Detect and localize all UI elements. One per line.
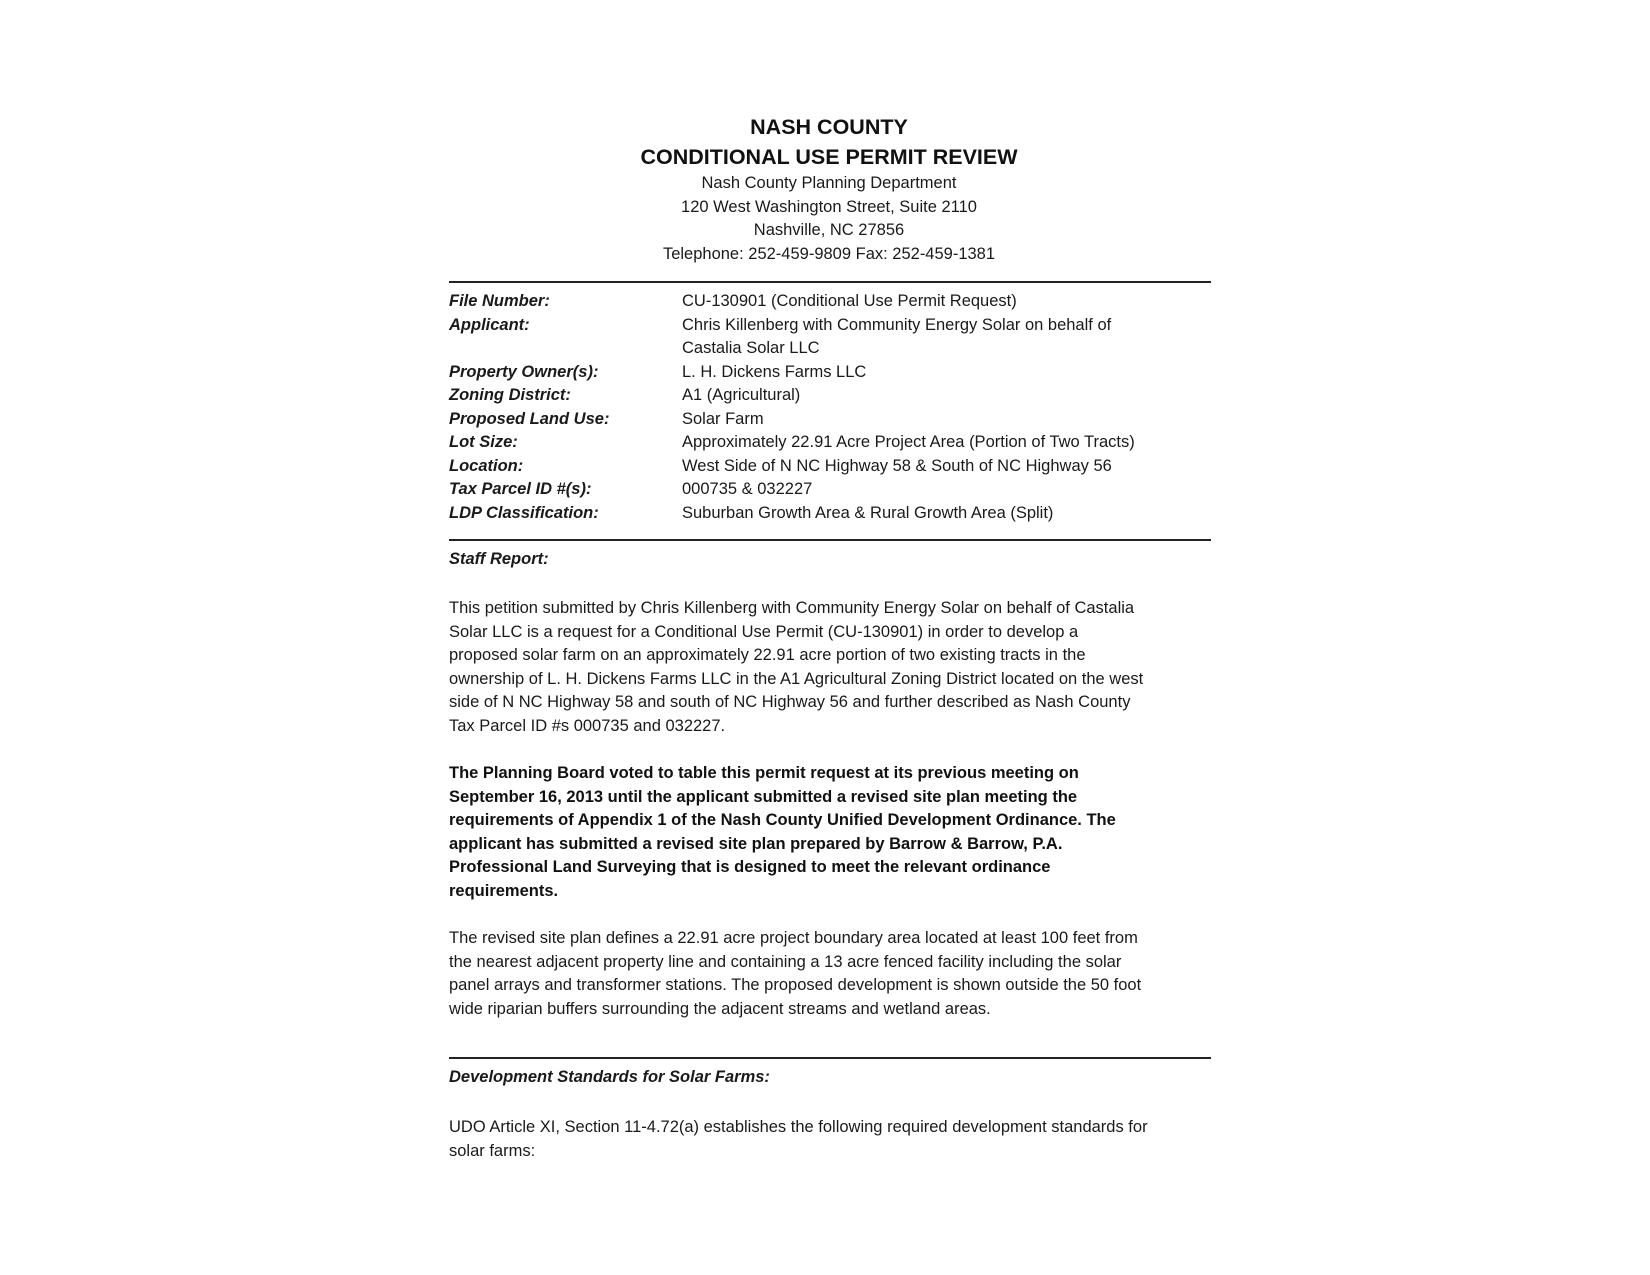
info-label: LDP Classification:	[449, 503, 599, 522]
info-row-lot-size	[449, 431, 1209, 455]
info-row-file-number	[449, 290, 1209, 314]
contact-numbers: Telephone: 252-459-9809 Fax: 252-459-1381	[662, 244, 996, 263]
paragraph-line: panel arrays and transformer stations. The proposed development is shown outside the 50 foot	[449, 976, 1142, 994]
section-divider	[449, 1057, 1211, 1059]
paragraph-line: This petition submitted by Chris Killenberg with Community Energy Solar on behalf of Castalia	[449, 599, 1135, 617]
staff-report-heading: Staff Report:	[449, 550, 549, 568]
info-row-location	[449, 455, 1209, 479]
info-label: Lot Size:	[449, 433, 518, 451]
paragraph-line: ownership of L. H. Dickens Farms LLC in the A1 Agricultural Zoning District located on the west	[449, 669, 1144, 688]
info-row-property-owner	[449, 361, 1209, 385]
info-label: Tax Parcel ID #(s):	[449, 480, 592, 498]
info-label: Location:	[449, 456, 524, 475]
info-value: 000735 & 032227	[682, 480, 813, 498]
staff-report-paragraph-1	[449, 597, 1219, 738]
info-row-zoning-district	[449, 384, 1209, 408]
info-value	[682, 314, 1209, 361]
document-header	[449, 112, 1209, 266]
paragraph-line: UDO Article XI, Section 11-4.72(a) establishes the following required development standards for	[449, 1118, 1148, 1136]
info-row-applicant	[449, 314, 1209, 361]
paragraph-line: Professional Land Surveying that is designed to meet the relevant ordinance	[449, 858, 1051, 876]
county-title: NASH COUNTY	[750, 115, 908, 139]
info-label: Zoning District:	[449, 386, 571, 404]
info-value: A1 (Agricultural)	[682, 386, 801, 404]
paragraph-line: requirements.	[449, 881, 559, 900]
info-value: West Side of N NC Highway 58 & South of NC Highway 56	[682, 456, 1112, 475]
city-address: Nashville, NC 27856	[753, 221, 905, 239]
info-value: Approximately 22.91 Acre Project Area (Portion of Two Tracts)	[682, 433, 1135, 451]
info-row-tax-parcel	[449, 478, 1209, 502]
department-name: Nash County Planning Department	[701, 174, 957, 192]
paragraph-line: September 16, 2013 until the applicant submitted a revised site plan meeting the	[449, 787, 1078, 806]
street-address: 120 West Washington Street, Suite 2110	[681, 197, 977, 216]
info-divider	[449, 539, 1211, 541]
paragraph-line: requirements of Appendix 1 of the Nash County Unified Development Ordinance. The	[449, 811, 1116, 829]
info-row-proposed-land-use	[449, 408, 1209, 432]
paragraph-line: wide riparian buffers surrounding the adjacent streams and wetland areas.	[449, 999, 991, 1018]
paragraph-line: Tax Parcel ID #s 000735 and 032227.	[449, 716, 726, 735]
paragraph-line: side of N NC Highway 58 and south of NC Highway 56 and further described as Nash County	[449, 693, 1131, 711]
staff-report-paragraph-3	[449, 927, 1219, 1021]
header-divider	[449, 281, 1211, 283]
paragraph-line: proposed solar farm on an approximately 22.91 acre portion of two existing tracts in the	[449, 646, 1086, 664]
info-label: File Number:	[449, 292, 550, 310]
paragraph-line: applicant has submitted a revised site plan prepared by Barrow & Barrow, P.A.	[449, 834, 1063, 853]
document-title: CONDITIONAL USE PERMIT REVIEW	[640, 145, 1018, 169]
info-value: Suburban Growth Area & Rural Growth Area (Split)	[682, 503, 1054, 522]
info-value-line: Chris Killenberg with Community Energy Solar on behalf of	[682, 315, 1112, 334]
info-value: CU-130901 (Conditional Use Permit Request)	[682, 292, 1017, 310]
staff-report-paragraph-2	[449, 762, 1219, 903]
paragraph-line: solar farms:	[449, 1141, 536, 1160]
info-row-ldp-classification	[449, 502, 1209, 526]
info-label: Applicant:	[449, 315, 530, 334]
info-label: Property Owner(s):	[449, 362, 599, 381]
paragraph-line: The revised site plan defines a 22.91 acre project boundary area located at least 100 feet from	[449, 929, 1138, 947]
info-value: L. H. Dickens Farms LLC	[682, 362, 867, 381]
paragraph-line: The Planning Board voted to table this permit request at its previous meeting on	[449, 764, 1079, 782]
paragraph-line: Solar LLC is a request for a Conditional Use Permit (CU-130901) in order to develop a	[449, 622, 1079, 641]
development-standards-paragraph	[449, 1116, 1219, 1163]
info-value: Solar Farm	[682, 409, 764, 428]
info-label: Proposed Land Use:	[449, 409, 610, 428]
info-value-line: Castalia Solar LLC	[682, 339, 820, 357]
case-info-table	[449, 290, 1209, 525]
development-standards-heading: Development Standards for Solar Farms:	[449, 1068, 770, 1086]
paragraph-line: the nearest adjacent property line and containing a 13 acre fenced facility including the solar	[449, 952, 1122, 971]
